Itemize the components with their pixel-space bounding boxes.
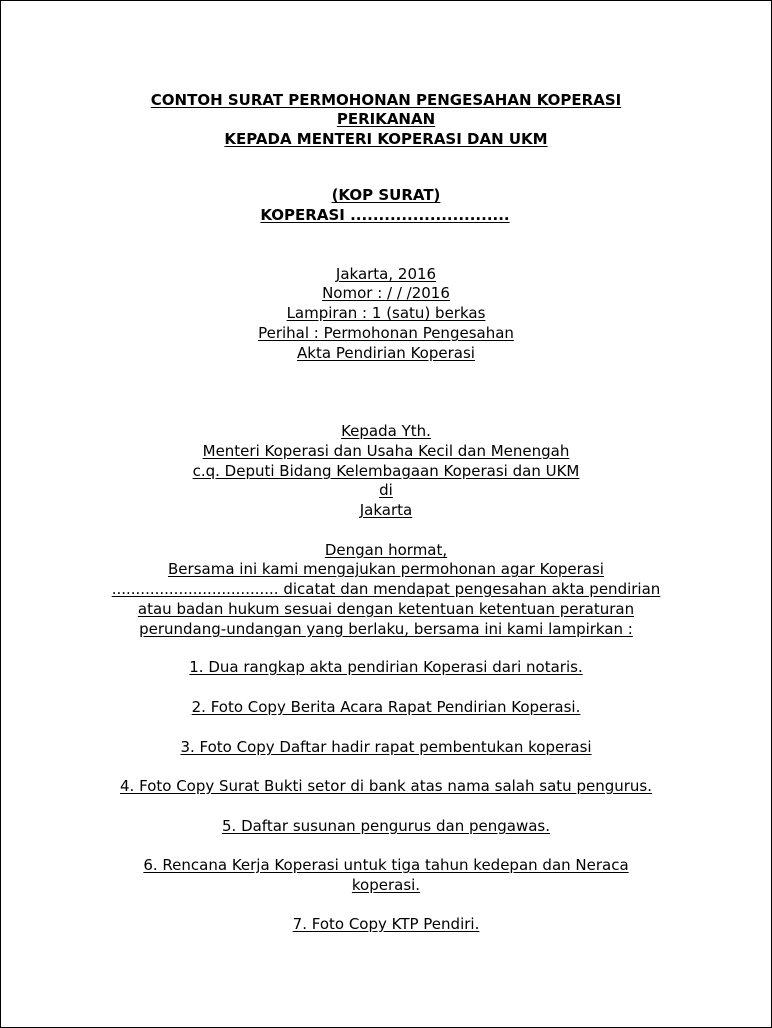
recipient-line-3: di	[379, 481, 393, 499]
attachment-item-1: 1. Dua rangkap akta pendirian Koperasi dari notaris.	[189, 658, 583, 676]
document-title-line-2: PERIKANAN	[336, 110, 436, 128]
attachment-item-5: 5. Daftar susunan pengurus dan pengawas.	[221, 817, 550, 835]
recipient-line-1: Menteri Koperasi dan Usaha Kecil dan Menengah	[202, 442, 570, 460]
document-title-line-1: CONTOH SURAT PERMOHONAN PENGESAHAN KOPERASI	[150, 91, 622, 109]
attachment-info: Lampiran : 1 (satu) berkas	[286, 304, 486, 322]
attachment-item-6-line-1: 6. Rencana Kerja Koperasi untuk tiga tahun kedepan dan Neraca	[143, 856, 629, 874]
body-line-2: ................................... dicatat dan mendapat pengesahan akta pendirian	[111, 580, 661, 598]
attachment-item-3: 3. Foto Copy Daftar hadir rapat pembentukan koperasi	[180, 738, 592, 756]
attachment-item-4: 4. Foto Copy Surat Bukti setor di bank atas nama salah satu pengurus.	[120, 777, 652, 795]
document-title-line-3: KEPADA MENTERI KOPERASI DAN UKM	[224, 130, 548, 148]
attachment-item-7: 7. Foto Copy KTP Pendiri.	[292, 915, 480, 933]
recipient-line-2: c.q. Deputi Bidang Kelembagaan Koperasi dan UKM	[192, 462, 580, 480]
kop-surat: (KOP SURAT)	[331, 186, 441, 204]
attachment-item-6-line-2: koperasi.	[351, 876, 421, 894]
letter-number: Nomor : / / /2016	[322, 284, 450, 302]
salutation: Dengan hormat,	[324, 541, 448, 559]
attachment-item-2: 2. Foto Copy Berita Acara Rapat Pendirian Koperasi.	[191, 698, 581, 716]
subject-line-2: Akta Pendirian Koperasi	[297, 344, 475, 362]
recipient-greeting: Kepada Yth.	[341, 422, 431, 440]
body-line-4: perundang-undangan yang berlaku, bersama ini kami lampirkan :	[139, 620, 633, 638]
recipient-line-4: Jakarta	[359, 501, 413, 519]
body-line-3: atau badan hukum sesuai dengan ketentuan ketentuan peraturan	[137, 600, 635, 618]
place-date: Jakarta, 2016	[335, 265, 437, 283]
body-line-1: Bersama ini kami mengajukan permohonan agar Koperasi	[168, 560, 604, 578]
koperasi-name: KOPERASI ............................	[260, 206, 510, 224]
subject-line-1: Perihal : Permohonan Pengesahan	[258, 324, 514, 342]
